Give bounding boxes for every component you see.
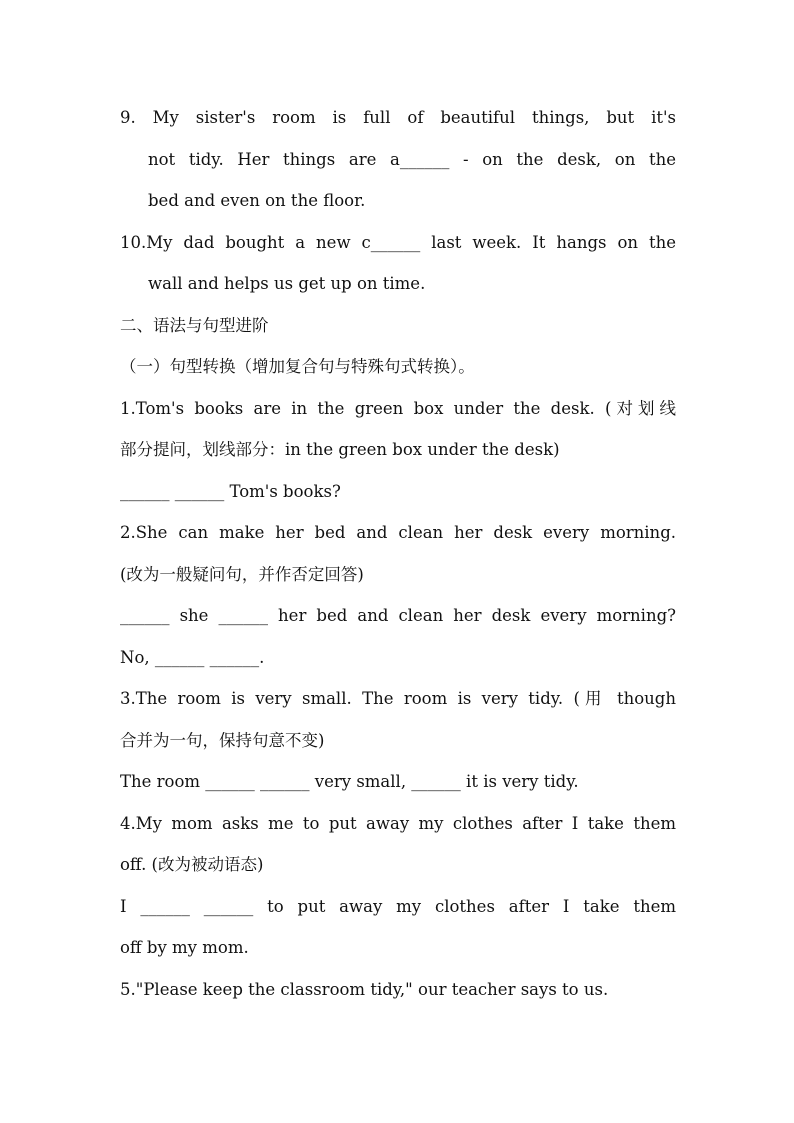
item-2-prompt-line-2: (改为一般疑问句，并作否定回答) [120, 564, 364, 584]
question-10-line-2: wall and helps us get up on time. [148, 274, 426, 293]
item-4-answer-line-2: off by my mom. [120, 938, 249, 957]
item-5-prompt-line-1: 5."Please keep the classroom tidy," our teacher says to us. [120, 979, 609, 999]
item-2-answer-line-1: ______ she ______ her bed and clean her desk every morning? [120, 606, 676, 625]
question-9-line-2: not tidy. Her things are a______ - on the desk, on the [148, 149, 676, 169]
item-4-prompt-line-1: 4.My mom asks me to put away my clothes after I take them [120, 813, 676, 833]
item-2-answer-line-2: No, ______ ______. [120, 647, 265, 667]
section-heading: 二、语法与句型进阶 [120, 315, 269, 335]
document-body [120, 97, 676, 1010]
item-1-prompt-line-2: 部分提问，划线部分：in the green box under the desk) [120, 440, 560, 459]
question-9-line-1: 9. My sister's room is full of beautiful things, but it's [120, 108, 676, 127]
item-3-answer-line: The room ______ ______ very small, ______ it is very tidy. [120, 772, 579, 791]
item-4-prompt-line-2: off. (改为被动语态) [120, 855, 264, 874]
item-2-prompt-line-1: 2.She can make her bed and clean her desk every morning. [120, 523, 676, 542]
item-4-answer-line-1: I ______ ______ to put away my clothes after I take them [120, 896, 676, 916]
question-10-line-1: 10.My dad bought a new c______ last week. It hangs on the [120, 232, 676, 252]
item-3-prompt-line-2: 合并为一句，保持句意不变) [120, 730, 325, 750]
item-1-prompt-line-1: 1.Tom's books are in the green box under the desk. (对划线 [120, 398, 676, 418]
item-3-prompt-line-1: 3.The room is very small. The room is very tidy. (用 though [120, 689, 676, 708]
question-9-line-3: bed and even on the floor. [148, 191, 366, 210]
subsection-heading: （一）句型转换（增加复合句与特殊句式转换）。 [120, 357, 475, 376]
item-1-answer-line: ______ ______ Tom's books? [120, 481, 341, 501]
